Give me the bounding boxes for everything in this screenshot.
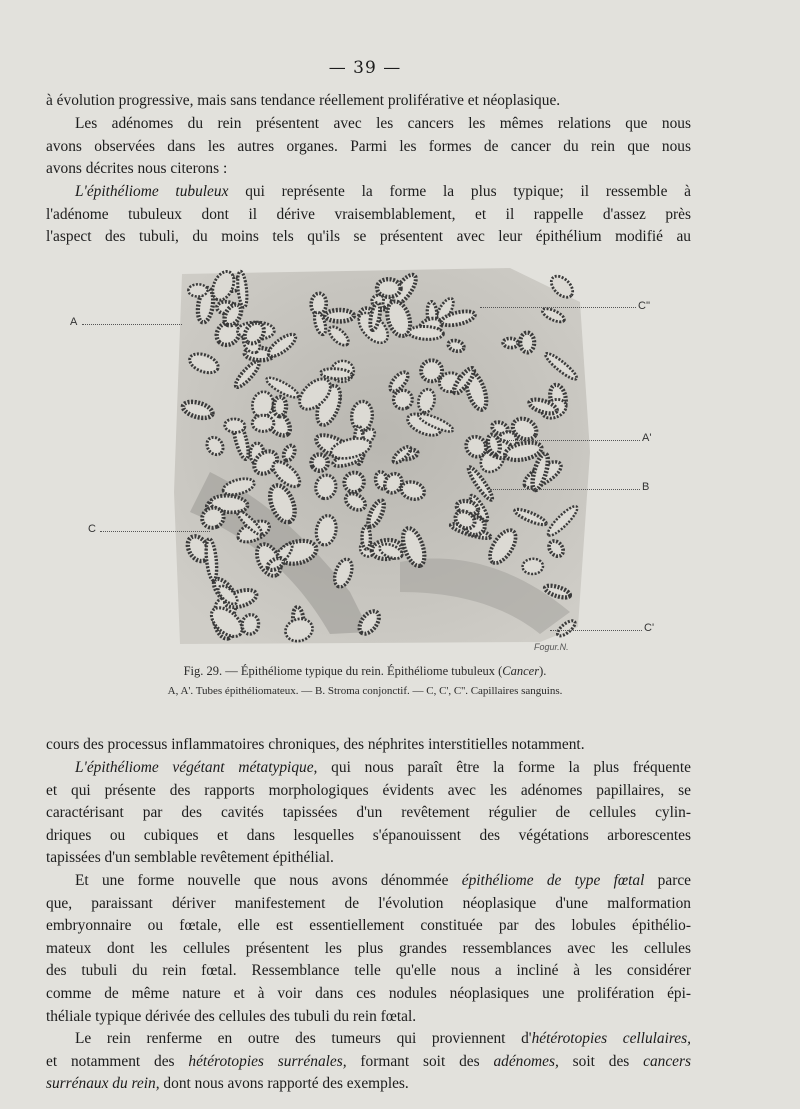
- histology-figure: [70, 262, 670, 662]
- label-c-prime: C': [644, 622, 655, 634]
- text-line: des tubuli du rein fœtal. Ressemblance telle qu'elle nous a incliné à les considérer: [46, 962, 691, 980]
- label-a: A: [70, 316, 78, 328]
- text-line: et qui présente des rapports morphologiques évidents avec les adénomes papillaires, se: [46, 781, 691, 799]
- caption-italic: Cancer: [502, 664, 540, 678]
- figure-caption-title: [0, 664, 730, 679]
- text-line: avons observées dans les autres organes. Parmi les formes de cancer du rein que nous: [46, 137, 691, 155]
- text-line: mateux dont les cellules présentent les plus grandes ressemblances avec les cellules: [46, 939, 691, 957]
- tubule-shape: [252, 415, 274, 431]
- figure-caption-legend: A, A'. Tubes épithéliomateux. — B. Stroma conjonctif. — C, C', C''. Capillaires sanguins.: [167, 685, 563, 697]
- page-number: — 39 —: [328, 58, 402, 78]
- histology-illustration: [70, 262, 670, 662]
- paragraph-intro: [46, 90, 691, 113]
- text-span: qui représente la forme la plus typique; il ressemble à: [228, 183, 691, 200]
- italic-term: L'épithéliome tubuleux: [75, 183, 229, 200]
- text-line: Les adénomes du rein présentent avec les cancers les mêmes relations que nous: [75, 115, 691, 132]
- text-line: driques ou cubiques et dans lesquelles s'épanouissent des végétations arborescentes: [46, 826, 691, 844]
- leader-line: [490, 489, 640, 490]
- text-line: embryonnaire ou fœtale, elle est essentiellement constituée par des lobules épithélio-: [46, 917, 691, 935]
- text-line: [46, 1073, 691, 1096]
- text-span: Et une forme nouvelle que nous avons dénommée: [75, 872, 462, 889]
- text-line: à évolution progressive, mais sans tendance réellement proliférative et néoplasique.: [46, 92, 561, 109]
- label-c-double-prime: C'': [638, 300, 651, 312]
- italic-term: adénomes,: [493, 1052, 559, 1070]
- text-line: avons décrites nous citerons :: [46, 160, 228, 178]
- text-line: comme de même nature et à voir dans ces nodules néoplasiques une prolifération épi-: [46, 984, 691, 1002]
- italic-term: hétérotopies cellulaires,: [531, 1030, 691, 1047]
- label-a-prime: A': [642, 432, 652, 444]
- text-line: caractérisant par des cavités tapissées d'un revêtement régulier de cellules cylin-: [46, 804, 691, 822]
- tubule-shape: [325, 310, 354, 321]
- paragraph-processus: [46, 734, 691, 757]
- engraver-signature: Fogur.N.: [534, 642, 569, 652]
- tubule-shape: [350, 401, 373, 432]
- text-line: [46, 181, 691, 204]
- text-line: que, paraissant dériver manifestement de l'évolution néoplasique d'une malformation: [46, 894, 691, 912]
- italic-term: cancers: [643, 1052, 691, 1070]
- text-span: qui nous paraît être la forme la plus fréquente: [317, 759, 691, 776]
- text-span: formant soit des: [346, 1052, 494, 1070]
- text-line: l'aspect des tubuli, du moins tels qu'ils se présentent avec leur épithélium modifié au: [46, 228, 691, 246]
- text-line: [46, 1028, 691, 1051]
- leader-line: [500, 440, 640, 441]
- text-span: parce: [644, 872, 691, 889]
- leader-line: [82, 324, 182, 325]
- italic-term: épithéliome de type fœtal: [461, 872, 645, 889]
- leader-line: [100, 531, 210, 532]
- leader-line: [550, 630, 642, 631]
- text-line: l'adénome tubuleux dont il dérive vraisemblablement, et il rappelle d'assez près: [46, 205, 691, 223]
- caption-text: Fig. 29. — Épithéliome typique du rein. Épithéliome tubuleux (: [183, 664, 503, 678]
- italic-term: L'épithéliome végétant métatypique,: [75, 759, 318, 776]
- text-span: Le rein renferme en outre des tumeurs qui proviennent d': [75, 1030, 532, 1047]
- paragraph-vegetant: [46, 757, 691, 870]
- text-line: [46, 1051, 691, 1074]
- paragraph-tubuleux: [46, 181, 691, 249]
- italic-term: hétérotopies surrénales,: [188, 1052, 347, 1070]
- leader-line: [480, 307, 636, 308]
- text-line: [46, 870, 691, 893]
- label-b: B: [642, 481, 650, 493]
- caption-text: ).: [539, 664, 547, 678]
- label-c: C: [88, 523, 96, 535]
- text-line: théliale typique dérivée des cellules des tubuli du rein fœtal.: [46, 1007, 417, 1025]
- text-line: cours des processus inflammatoires chroniques, des néphrites interstitielles notamment.: [46, 736, 585, 753]
- text-span: soit des: [558, 1052, 644, 1070]
- paragraph-heterotopies: [46, 1028, 691, 1096]
- text-span: dont nous avons rapporté des exemples.: [159, 1075, 409, 1093]
- text-line: tapissées d'un semblable revêtement épithélial.: [46, 849, 334, 867]
- paragraph-foetal: [46, 870, 691, 1028]
- italic-term: surrénaux du rein,: [46, 1075, 160, 1093]
- text-span: et notamment des: [46, 1052, 189, 1070]
- paragraph-adenomes: [46, 113, 691, 181]
- text-line: [46, 757, 691, 780]
